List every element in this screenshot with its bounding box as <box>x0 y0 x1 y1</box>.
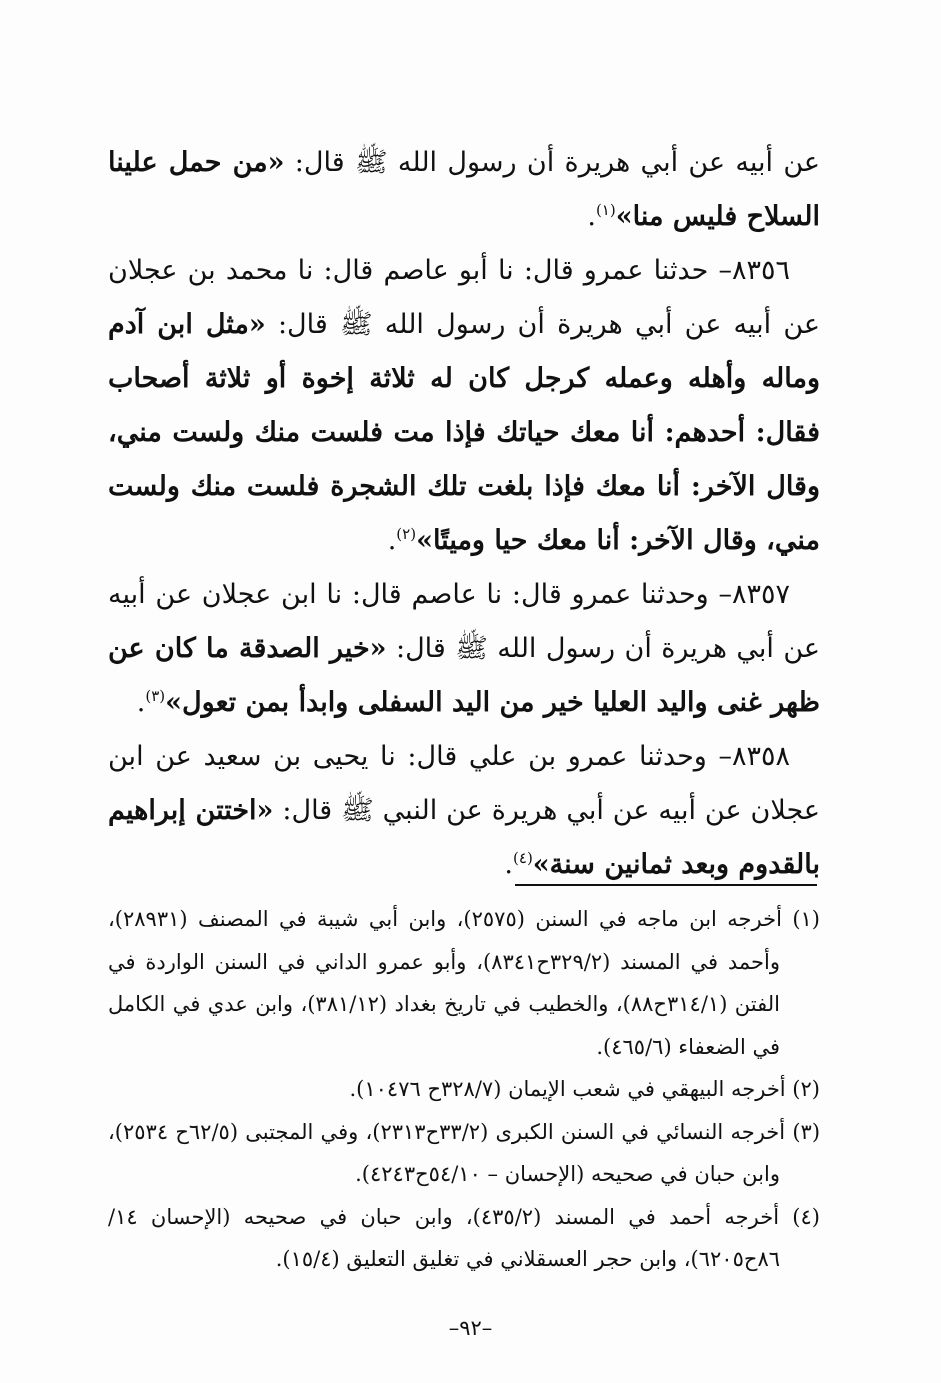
footnote-ref-4[interactable]: (٤) <box>513 849 533 867</box>
paragraph-8357 <box>108 568 820 730</box>
paragraph-8358 <box>108 730 820 892</box>
footnote-ref-3[interactable]: (٣) <box>145 687 166 705</box>
paragraph-8357-text: ٨٣٥٧– وحدثنا عمرو قال: نا عاصم قال: نا ابن عجلان عن أبيه عن أبي هريرة أن رسول الله ﷺ قال: <box>108 579 820 664</box>
paragraph-8358-text: ٨٣٥٨– وحدثنا عمرو بن علي قال: نا يحيى بن سعيد عن ابن عجلان عن أبيه عن أبي هريرة عن النبي ﷺ قال: <box>108 741 820 826</box>
paragraph-8357-hadith: «خير الصدقة ما كان عن ظهر غنى واليد العليا خير من اليد السفلى وابدأ بمن تعول» <box>108 633 820 718</box>
paragraph-1-text: عن أبيه عن أبي هريرة أن رسول الله ﷺ قال: <box>284 147 820 178</box>
footnotes <box>108 898 820 1281</box>
page-number: –٩٢– <box>448 1316 493 1340</box>
paragraph-1-end: . <box>587 201 596 232</box>
footnote-4: (٤) أخرجه أحمد في المسند (٤٣٥/٢)، وابن حبان في صحيحه (الإحسان ١٤/ ٨٦ح٦٢٠٥)، وابن حجر العسقلاني في تغليق التعليق (١٥/٤). <box>108 1204 820 1271</box>
paragraph-1 <box>108 136 820 244</box>
paragraph-8357-end: . <box>136 687 146 718</box>
footnote-1: (١) أخرجه ابن ماجه في السنن (٢٥٧٥)، وابن أبي شيبة في المصنف (٢٨٩٣١)، وأحمد في المسند (٣٢٩/٢ح٨٣٤١)، وأبو عمرو الداني في السنن الواردة في الفتن (٣١٤/١ح٨٨)، والخطيب في تاريخ بغداد (٣٨١/١٢)، وابن عدي في الكامل في الضعفاء (٤٦٥/٦). <box>108 907 820 1059</box>
paragraph-8356-end: . <box>387 525 397 556</box>
footnote-ref-1[interactable]: (١) <box>595 201 616 219</box>
footnote-separator <box>515 884 817 886</box>
footnote-2: (٢) أخرجه البيهقي في شعب الإيمان (٣٢٨/٧ح ١٠٤٧٦). <box>349 1077 820 1101</box>
main-text <box>108 136 820 892</box>
paragraph-8358-end: . <box>504 849 514 880</box>
footnote-ref-2[interactable]: (٢) <box>396 525 417 543</box>
footnote-3: (٣) أخرجه النسائي في السنن الكبرى (٣٣/٢ح٢٣١٣)، وفي المجتبى (٦٢/٥ح ٢٥٣٤)، وابن حبان في صحيحه (الإحسان – ٥٤/١٠ح٤٢٤٣). <box>108 1119 821 1186</box>
paragraph-1-hadith: «من حمل علينا السلاح فليس منا» <box>108 147 820 232</box>
paragraph-8356-text: ٨٣٥٦– حدثنا عمرو قال: نا أبو عاصم قال: نا محمد بن عجلان عن أبيه عن أبي هريرة أن رسول الله ﷺ قال: <box>108 255 821 340</box>
paragraph-8358-hadith: «اختتن إبراهيم بالقدوم وبعد ثمانين سنة» <box>108 795 820 880</box>
paragraph-8356-hadith: «مثل ابن آدم وماله وأهله وعمله كرجل كان له ثلاثة إخوة أو ثلاثة أصحاب فقال: أحدهم: أنا معك حياتك فإذا مت فلست منك ولست مني، وقال الآخر: أنا معك فإذا بلغت تلك الشجرة فلست منك ولست مني، وقال الآخر: أنا معك حيا وميتًا» <box>108 309 820 556</box>
paragraph-8356 <box>108 244 820 568</box>
